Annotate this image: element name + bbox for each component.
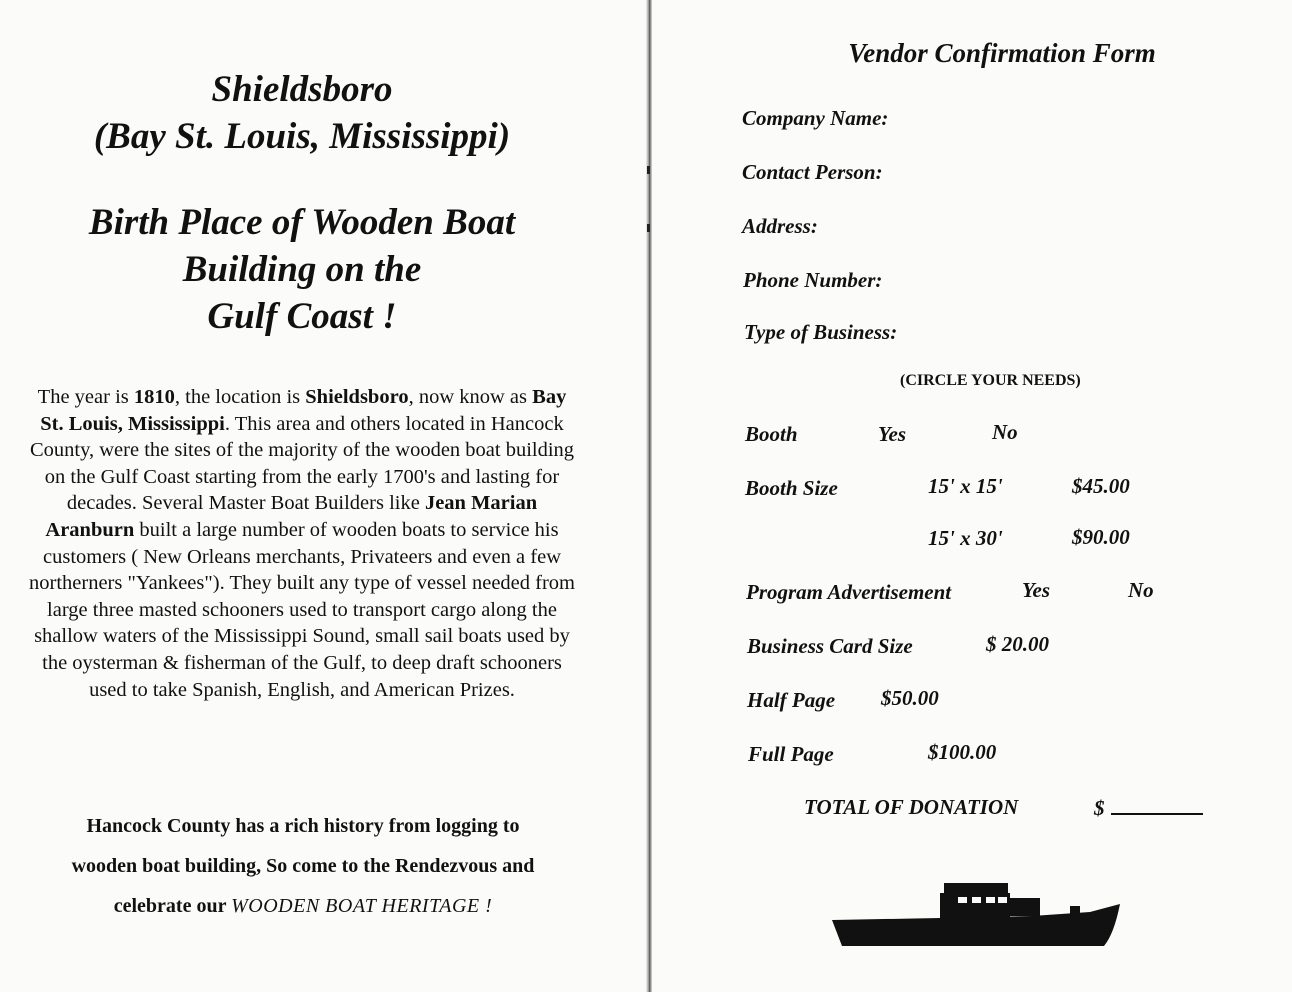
booth-yes-option[interactable]: Yes: [878, 422, 906, 446]
program-ad-label: Program Advertisement: [746, 580, 952, 604]
currency-symbol: $: [1094, 796, 1105, 820]
right-page: [652, 0, 1292, 992]
body-year: 1810: [133, 386, 175, 408]
body-place-2: Bay St. Louis, Mississippi: [40, 386, 567, 435]
phone-number-field[interactable]: Phone Number:: [743, 268, 883, 292]
business-type-field[interactable]: Type of Business:: [744, 320, 898, 344]
form-title: Vendor Confirmation Form: [848, 38, 1156, 68]
closing-paragraph: [20, 806, 586, 926]
closing-line-1: Hancock County has a rich history from logging to: [86, 815, 520, 837]
staple-mark: [647, 224, 650, 232]
title-line-1: Shieldsboro: [211, 69, 393, 110]
business-card-price: $ 20.00: [986, 632, 1049, 656]
body-builder: Jean Marian Aranburn: [45, 492, 538, 541]
company-name-field[interactable]: Company Name:: [742, 106, 889, 130]
total-blank-line: [1111, 795, 1203, 815]
total-donation-label: TOTAL OF DONATION: [804, 795, 1019, 819]
full-page-price: $100.00: [928, 740, 997, 764]
title-line-2: (Bay St. Louis, Mississippi): [93, 116, 511, 157]
half-page-option[interactable]: Half Page: [747, 688, 836, 712]
total-donation-field[interactable]: [1094, 795, 1203, 821]
history-paragraph: [26, 384, 578, 703]
contact-person-field[interactable]: Contact Person:: [742, 160, 883, 184]
booth-size-label: Booth Size: [745, 476, 838, 500]
booth-size-price-2: $90.00: [1072, 525, 1130, 549]
subtitle-line-2: Building on the: [182, 249, 422, 290]
subtitle: [0, 199, 604, 340]
page-title: [0, 66, 604, 160]
body-place: Shieldsboro: [305, 386, 409, 408]
subtitle-line-3: Gulf Coast !: [207, 296, 397, 337]
program-ad-no-option[interactable]: No: [1128, 578, 1154, 602]
closing-emphasis: WOODEN BOAT HERITAGE !: [231, 895, 493, 917]
address-field[interactable]: Address:: [742, 214, 818, 238]
body-text-1: The year is: [37, 386, 134, 408]
body-text-2: , the location is: [174, 386, 306, 408]
circle-note: (CIRCLE YOUR NEEDS): [900, 372, 1081, 389]
boat-icon: [832, 876, 1124, 948]
staple-mark: [647, 166, 650, 174]
booth-size-option-1[interactable]: 15' x 15': [928, 474, 1003, 498]
subtitle-line-1: Birth Place of Wooden Boat: [88, 202, 516, 243]
half-page-price: $50.00: [881, 686, 939, 710]
booth-size-price-1: $45.00: [1072, 474, 1130, 498]
body-text-4: . This area and others located in Hancock County, were the sites of the majority of the wooden boat building on the Gulf Coast starting from the early 1700's and lasting for decades. Several Master Boat Builders like: [29, 412, 575, 515]
business-card-option[interactable]: Business Card Size: [747, 634, 913, 658]
booth-size-option-2[interactable]: 15' x 30': [928, 526, 1003, 550]
closing-line-3: celebrate our: [113, 895, 232, 917]
closing-line-2: wooden boat building, So come to the Rendezvous and: [71, 855, 535, 877]
body-text-3: , now know as: [408, 386, 533, 408]
program-ad-yes-option[interactable]: Yes: [1022, 578, 1050, 602]
full-page-option[interactable]: Full Page: [748, 742, 834, 766]
booth-no-option[interactable]: No: [992, 420, 1018, 444]
body-text-5: built a large number of wooden boats to service his customers ( New Orleans merchants, Privateers and even a few northerners "Yankees"). They built any type of vessel needed from large three masted schooners used to transport cargo along the shallow waters of the Mississippi Sound, small sail boats used by the oysterman & fisherman of the Gulf, to deep draft schooners used to take Spanish, English, and American Prizes.: [29, 518, 575, 701]
booth-label: Booth: [745, 422, 798, 446]
